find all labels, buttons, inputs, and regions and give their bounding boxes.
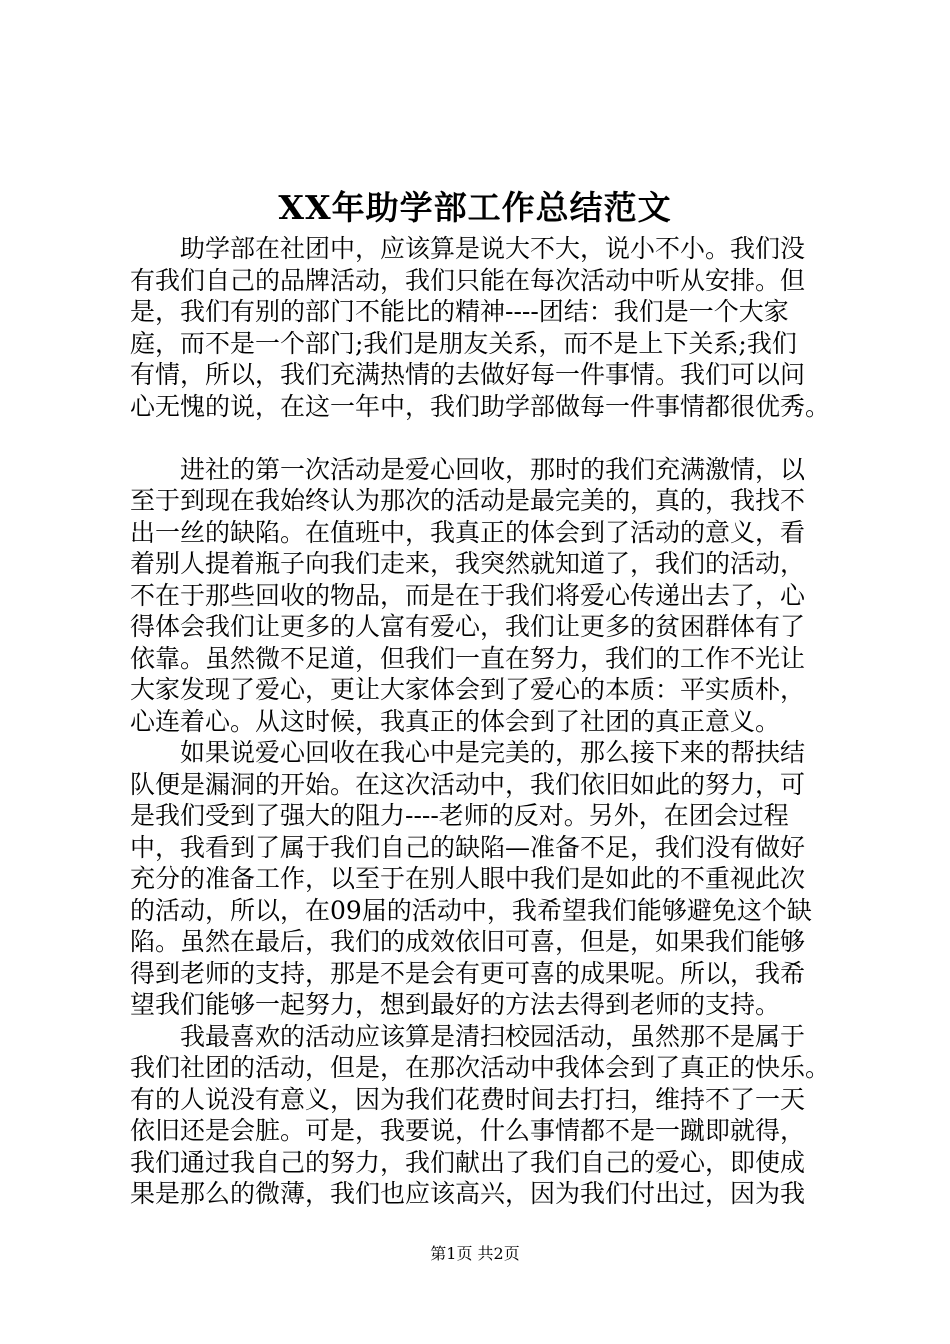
page-number-footer: 第1页 共2页 (430, 1244, 520, 1263)
text-line: 有我们自己的品牌活动，我们只能在每次活动中听从安排。但 (130, 265, 806, 295)
text-line: 陷。虽然在最后，我们的成效依旧可喜，但是，如果我们能够 (130, 927, 806, 956)
text-line: 果是那么的微薄，我们也应该高兴，因为我们付出过，因为我 (130, 1179, 806, 1208)
text-line: 助学部在社团中，应该算是说大不大，说小不小。我们没 (180, 234, 806, 263)
text-line: 着别人提着瓶子向我们走来，我突然就知道了，我们的活动， (130, 549, 806, 578)
text-line: 心无愧的说，在这一年中，我们助学部做每一件事情都很优秀。 (130, 391, 831, 421)
blank-line (130, 422, 852, 454)
text-line: 心连着心。从这时候，我真正的体会到了社团的真正意义。 (130, 706, 781, 736)
text-line: 依靠。虽然微不足道，但我们一直在努力，我们的工作不光让 (130, 643, 806, 673)
text-line: 的活动，所以，在09届的活动中，我希望我们能够避免这个缺 (130, 895, 812, 925)
text-line: 中，我看到了属于我们自己的缺陷—准备不足，我们没有做好 (130, 832, 806, 862)
text-line: 充分的准备工作，以至于在别人眼中我们是如此的不重视此次 (130, 864, 806, 893)
text-line: 得体会我们让更多的人富有爱心，我们让更多的贫困群体有了 (130, 612, 806, 641)
text-line: 队便是漏洞的开始。在这次活动中，我们依旧如此的努力，可 (130, 769, 806, 799)
text-line: 不在于那些回收的物品，而是在于我们将爱心传递出去了，心 (130, 580, 806, 610)
paragraph (130, 737, 852, 1021)
text-line: 我们通过我自己的努力，我们献出了我们自己的爱心，即使成 (130, 1147, 806, 1177)
text-line: 依旧还是会脏。可是，我要说，什么事情都不是一蹴即就得， (130, 1116, 806, 1145)
text-line: 是，我们有别的部门不能比的精神----团结：我们是一个大家 (130, 297, 789, 326)
text-line: 出一丝的缺陷。在值班中，我真正的体会到了活动的意义，看 (130, 517, 806, 547)
document-title: XX年助学部工作总结范文 (278, 188, 672, 227)
paragraph (130, 1021, 852, 1210)
text-line: 至于到现在我始终认为那次的活动是最完美的，真的，我找不 (130, 486, 806, 515)
paragraph (130, 454, 852, 738)
text-line: 进社的第一次活动是爱心回收，那时的我们充满激情，以 (180, 454, 806, 484)
text-line: 望我们能够一起努力，想到最好的方法去得到老师的支持。 (130, 990, 781, 1019)
text-line: 是我们受到了强大的阻力----老师的反对。另外，在团会过程 (130, 801, 789, 830)
text-line: 庭，而不是一个部门;我们是朋友关系，而不是上下关系;我们 (130, 328, 797, 358)
text-line: 我们社团的活动，但是，在那次活动中我体会到了真正的快乐。 (130, 1053, 831, 1082)
text-line: 我最喜欢的活动应该算是清扫校园活动，虽然那不是属于 (180, 1021, 806, 1051)
paragraph (130, 233, 852, 422)
text-line: 如果说爱心回收在我心中是完美的，那么接下来的帮扶结 (180, 738, 806, 767)
text-line: 得到老师的支持，那是不是会有更可喜的成果呢。所以，我希 (130, 958, 806, 988)
text-line: 有的人说没有意义，因为我们花费时间去打扫，维持不了一天 (130, 1084, 806, 1114)
document-body (130, 233, 852, 1210)
text-line: 有情，所以，我们充满热情的去做好每一件事情。我们可以问 (130, 360, 806, 389)
text-line: 大家发现了爱心，更让大家体会到了爱心的本质：平实质朴， (130, 675, 806, 704)
